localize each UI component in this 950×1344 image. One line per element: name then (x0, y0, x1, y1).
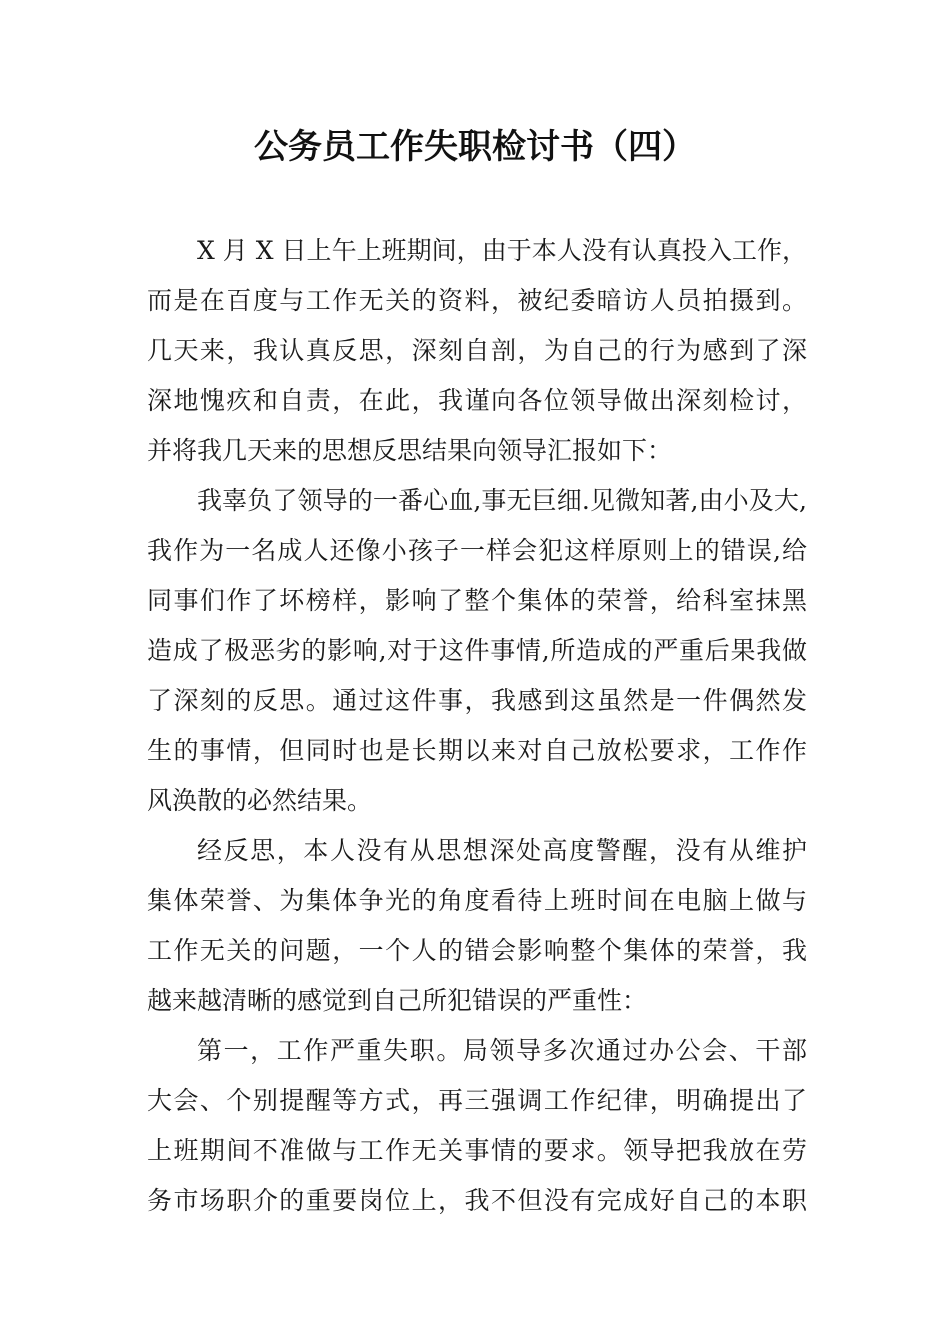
paragraph-1 (147, 226, 807, 476)
text-line: 几天来，我认真反思，深刻自剖，为自己的行为感到了深 (147, 336, 807, 365)
text-line: 经反思，本人没有从思想深处高度警醒，没有从维护 (197, 836, 807, 865)
paragraph-2 (147, 476, 807, 826)
text-line: 集体荣誉、为集体争光的角度看待上班时间在电脑上做与 (147, 886, 807, 915)
text-line: 造成了极恶劣的影响,对于这件事情,所造成的严重后果我做 (147, 636, 807, 665)
text-line: 越来越清晰的感觉到自己所犯错误的严重性： (147, 986, 648, 1015)
paragraph-3 (147, 826, 807, 1026)
paragraph-4 (147, 1026, 807, 1226)
text-line: 我作为一名成人还像小孩子一样会犯这样原则上的错误,给 (147, 536, 807, 565)
text-line: 而是在百度与工作无关的资料，被纪委暗访人员拍摄到。 (147, 286, 807, 315)
text-line: 上班期间不准做与工作无关事情的要求。领导把我放在劳 (147, 1136, 807, 1165)
text-line: 务市场职介的重要岗位上，我不但没有完成好自己的本职 (147, 1186, 807, 1215)
text-line: X 月 X 日上午上班期间，由于本人没有认真投入工作， (197, 236, 807, 265)
text-line: 第一，工作严重失职。局领导多次通过办公会、干部 (197, 1036, 807, 1065)
text-line: 大会、个别提醒等方式，再三强调工作纪律，明确提出了 (147, 1086, 807, 1115)
text-line: 同事们作了坏榜样，影响了整个集体的荣誉，给科室抹黑 (147, 586, 807, 615)
text-line: 我辜负了领导的一番心血,事无巨细.见微知著,由小及大, (197, 486, 807, 515)
text-line: 并将我几天来的思想反思结果向领导汇报如下： (147, 436, 673, 465)
text-line: 生的事情，但同时也是长期以来对自己放松要求，工作作 (147, 736, 807, 765)
text-line: 了深刻的反思。通过这件事，我感到这虽然是一件偶然发 (147, 686, 807, 715)
text-line: 工作无关的问题，一个人的错会影响整个集体的荣誉，我 (147, 936, 807, 965)
text-line: 深地愧疚和自责，在此，我谨向各位领导做出深刻检讨， (147, 386, 807, 415)
text-line: 风涣散的必然结果。 (147, 786, 373, 815)
document-body (147, 226, 807, 1226)
document-title: 公务员工作失职检讨书（四） (254, 127, 696, 167)
